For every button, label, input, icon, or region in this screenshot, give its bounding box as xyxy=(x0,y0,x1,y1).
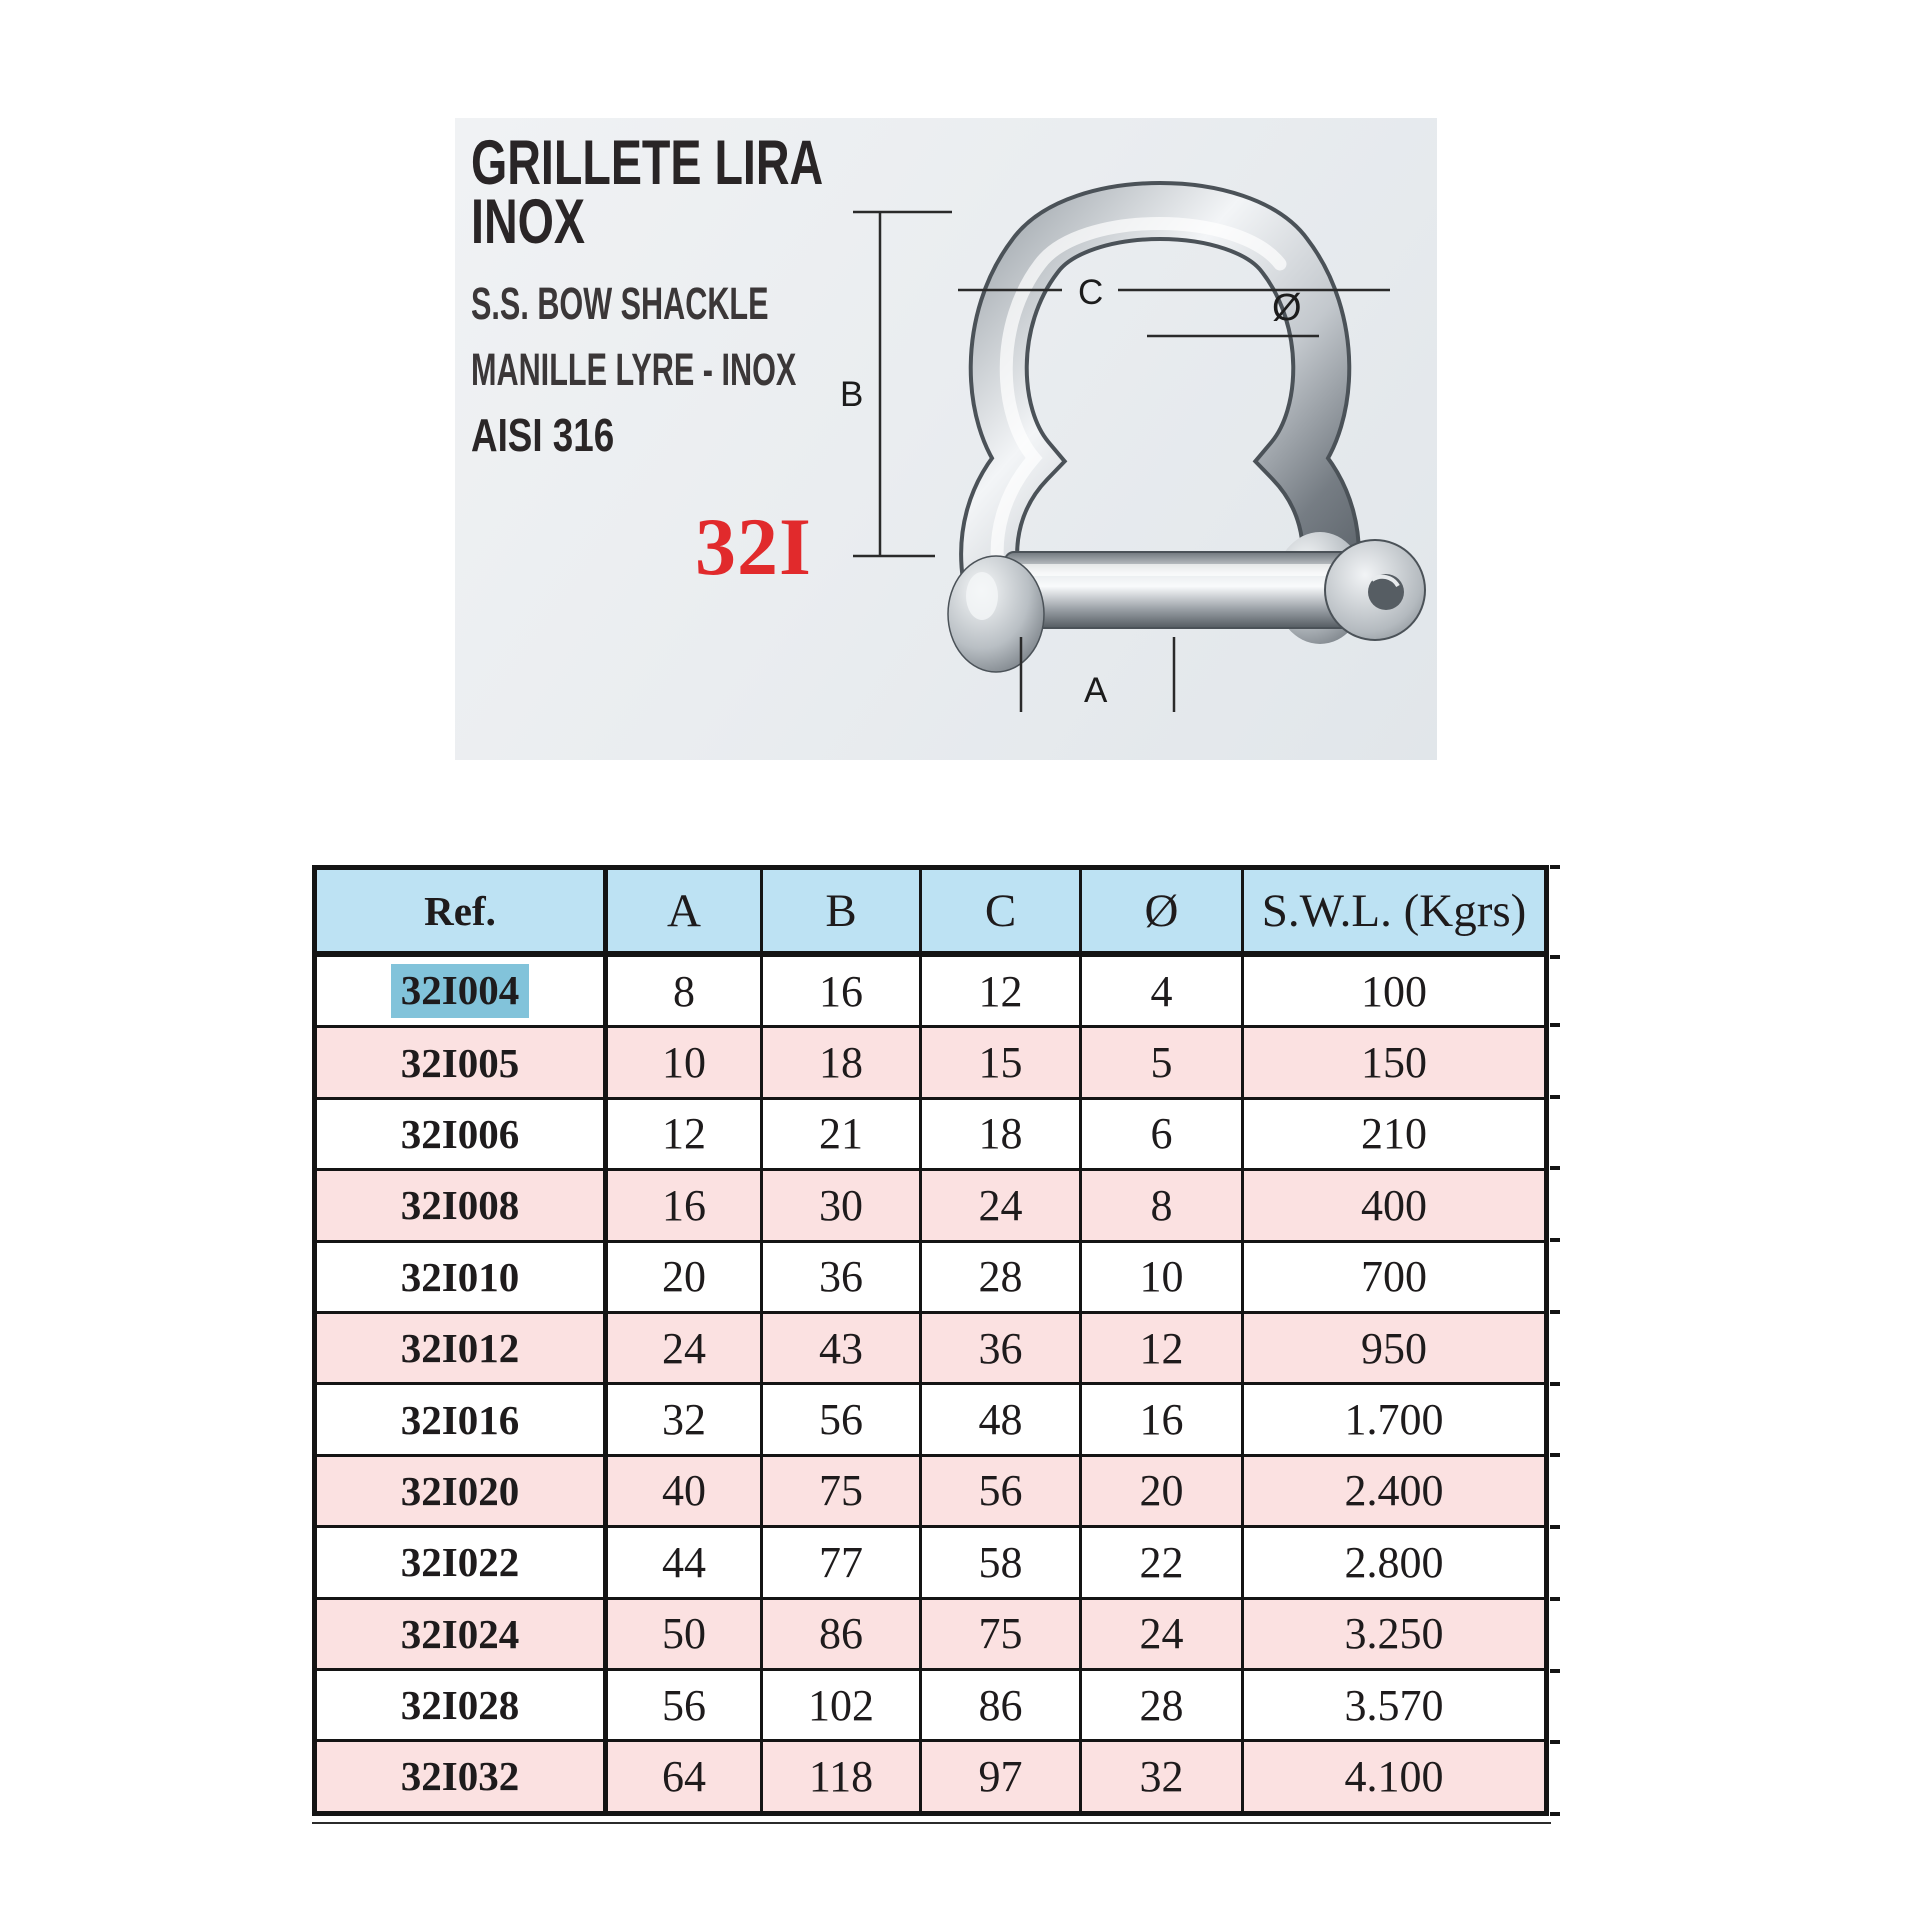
table-cell: 58 xyxy=(922,1528,1079,1596)
col-header-b: B xyxy=(763,870,919,954)
table-cell: 21 xyxy=(763,1100,919,1168)
table-cell: 36 xyxy=(922,1314,1079,1382)
table-cell: 43 xyxy=(763,1314,919,1382)
table-cell: 24 xyxy=(608,1314,760,1382)
cropped-column-tick xyxy=(1550,1238,1560,1242)
table-cell: 150 xyxy=(1244,1028,1544,1096)
table-cell: 210 xyxy=(1244,1100,1544,1168)
col-header-ref: Ref. xyxy=(317,870,605,954)
shackle-left-leg xyxy=(948,556,1044,672)
shackle-bow xyxy=(989,211,1331,600)
table-cell: 64 xyxy=(608,1742,760,1810)
table-cell: 97 xyxy=(922,1742,1079,1810)
table-cell: 28 xyxy=(922,1243,1079,1311)
shackle-photo xyxy=(830,118,1437,760)
material-grade: AISI 316 xyxy=(471,409,615,461)
table-cell: 48 xyxy=(922,1385,1079,1453)
table-row-ref: 32I006 xyxy=(317,1100,605,1168)
product-title xyxy=(471,128,891,257)
table-cell: 1.700 xyxy=(1244,1385,1544,1453)
table-cell: 18 xyxy=(763,1028,919,1096)
cropped-column-tick xyxy=(1550,1740,1560,1744)
cropped-column-tick xyxy=(1550,1095,1560,1099)
product-panel xyxy=(455,118,1437,760)
cropped-column-tick xyxy=(1550,1310,1560,1314)
table-cell: 75 xyxy=(763,1457,919,1525)
dimension-diameter xyxy=(1147,287,1319,336)
table-cell: 5 xyxy=(1082,1028,1241,1096)
dimension-c-label: C xyxy=(1078,273,1104,312)
table-row-ref: 32I028 xyxy=(317,1671,605,1739)
table-cell: 10 xyxy=(608,1028,760,1096)
cropped-column-tick xyxy=(1550,1023,1560,1027)
table-cell: 3.250 xyxy=(1244,1600,1544,1668)
table-cell: 3.570 xyxy=(1244,1671,1544,1739)
table-cell: 16 xyxy=(763,957,919,1025)
table-cell: 24 xyxy=(1082,1600,1241,1668)
table-cell: 2.400 xyxy=(1244,1457,1544,1525)
table-cell: 20 xyxy=(1082,1457,1241,1525)
table-cell: 24 xyxy=(922,1171,1079,1239)
table-cell: 8 xyxy=(1082,1171,1241,1239)
table-row-ref: 32I005 xyxy=(317,1028,605,1096)
table-cell: 86 xyxy=(763,1600,919,1668)
col-header-a: A xyxy=(608,870,760,954)
table-row-ref: 32I032 xyxy=(317,1742,605,1810)
table-cell: 75 xyxy=(922,1600,1079,1668)
table-cell: 4 xyxy=(1082,957,1241,1025)
product-title-line2: INOX xyxy=(471,187,585,257)
product-subtitle-fr: MANILLE LYRE - INOX xyxy=(471,344,797,395)
table-cell: 16 xyxy=(1082,1385,1241,1453)
dimension-b-label: B xyxy=(840,375,864,414)
table-row-ref: 32I020 xyxy=(317,1457,605,1525)
col-header-s-w-l-kgrs-: S.W.L. (Kgrs) xyxy=(1244,870,1544,954)
table-cell: 20 xyxy=(608,1243,760,1311)
ref-highlight: 32I004 xyxy=(391,964,529,1018)
dimension-a xyxy=(1021,637,1174,712)
table-cell: 4.100 xyxy=(1244,1742,1544,1810)
table-cell: 8 xyxy=(608,957,760,1025)
table-cell: 30 xyxy=(763,1171,919,1239)
table-cell: 400 xyxy=(1244,1171,1544,1239)
table-cell: 6 xyxy=(1082,1100,1241,1168)
cropped-column-tick xyxy=(1550,1453,1560,1457)
table-cell: 12 xyxy=(608,1100,760,1168)
table-cell: 950 xyxy=(1244,1314,1544,1382)
table-cell: 86 xyxy=(922,1671,1079,1739)
table-row-ref: 32I008 xyxy=(317,1171,605,1239)
cropped-column-tick xyxy=(1550,1669,1560,1673)
table-cell: 10 xyxy=(1082,1243,1241,1311)
pin-head xyxy=(1325,540,1425,640)
table-cell: 18 xyxy=(922,1100,1079,1168)
table-cell: 15 xyxy=(922,1028,1079,1096)
cropped-column-tick xyxy=(1550,955,1560,959)
table-cell: 32 xyxy=(1082,1742,1241,1810)
table-cell: 40 xyxy=(608,1457,760,1525)
product-subtitle-en: S.S. BOW SHACKLE xyxy=(471,278,769,329)
table-cell: 56 xyxy=(608,1671,760,1739)
dimension-diameter-label: Ø xyxy=(1272,287,1302,329)
table-row-ref: 32I016 xyxy=(317,1385,605,1453)
table-cell: 32 xyxy=(608,1385,760,1453)
product-title-line1: GRILLETE LIRA xyxy=(471,128,824,198)
table-row-ref: 32I024 xyxy=(317,1600,605,1668)
dimension-b xyxy=(840,212,952,556)
table-row-ref xyxy=(317,957,605,1025)
table-bottom-shadow xyxy=(312,1822,1551,1824)
table-cell: 77 xyxy=(763,1528,919,1596)
table-cell: 700 xyxy=(1244,1243,1544,1311)
table-cell: 28 xyxy=(1082,1671,1241,1739)
cropped-column-tick xyxy=(1550,1525,1560,1529)
table-cell: 100 xyxy=(1244,957,1544,1025)
table-cell: 102 xyxy=(763,1671,919,1739)
cropped-column-tick xyxy=(1550,1812,1560,1816)
table-cell: 44 xyxy=(608,1528,760,1596)
table-cell: 56 xyxy=(763,1385,919,1453)
left-leg-highlight xyxy=(966,572,998,620)
table-cell: 56 xyxy=(922,1457,1079,1525)
table-row-ref: 32I012 xyxy=(317,1314,605,1382)
table-row-ref: 32I010 xyxy=(317,1243,605,1311)
cropped-column-tick xyxy=(1550,1597,1560,1601)
table-cell: 16 xyxy=(608,1171,760,1239)
cropped-column-tick xyxy=(1550,865,1560,869)
table-cell: 22 xyxy=(1082,1528,1241,1596)
table-cell: 12 xyxy=(922,957,1079,1025)
spec-table xyxy=(312,865,1549,1816)
col-header-c: C xyxy=(922,870,1079,954)
table-row-ref: 32I022 xyxy=(317,1528,605,1596)
product-ref-code: 32I xyxy=(695,501,812,592)
cropped-column-tick xyxy=(1550,1166,1560,1170)
table-cropped-column-ticks xyxy=(1550,865,1560,1816)
table-cell: 2.800 xyxy=(1244,1528,1544,1596)
col-header--: Ø xyxy=(1082,870,1241,954)
table-cell: 12 xyxy=(1082,1314,1241,1382)
dimension-a-label: A xyxy=(1084,671,1108,710)
table-cell: 50 xyxy=(608,1600,760,1668)
table-cell: 118 xyxy=(763,1742,919,1810)
table-cell: 36 xyxy=(763,1243,919,1311)
cropped-column-tick xyxy=(1550,1382,1560,1386)
